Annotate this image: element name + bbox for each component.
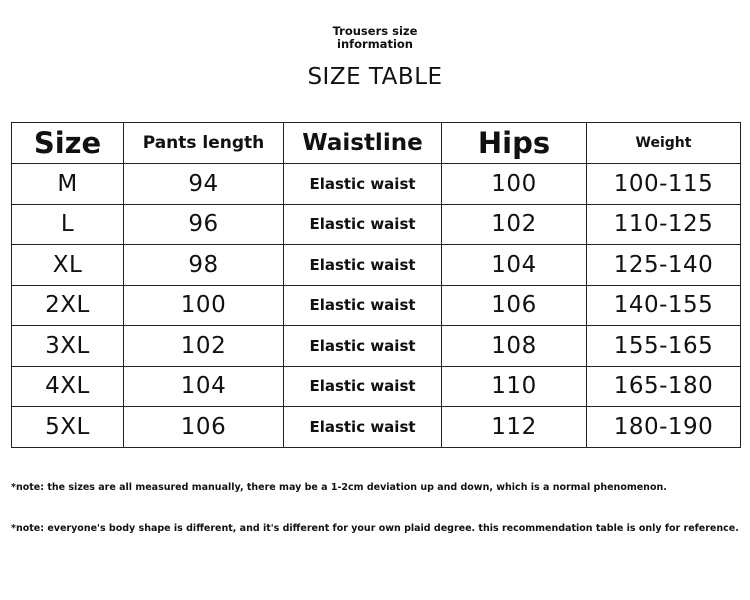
cell-weight: 180-190 bbox=[587, 407, 741, 448]
column-header-size: Size bbox=[12, 123, 124, 164]
cell-waistline: Elastic waist bbox=[284, 245, 442, 286]
table-row bbox=[12, 407, 741, 448]
cell-waistline: Elastic waist bbox=[284, 164, 442, 205]
cell-hips: 108 bbox=[442, 326, 587, 367]
cell-hips: 100 bbox=[442, 164, 587, 205]
table-row bbox=[12, 164, 741, 205]
table-row bbox=[12, 366, 741, 407]
cell-hips: 112 bbox=[442, 407, 587, 448]
page-subtitle bbox=[0, 25, 750, 51]
column-header-pants-length: Pants length bbox=[124, 123, 284, 164]
cell-size: M bbox=[12, 164, 124, 205]
cell-hips: 104 bbox=[442, 245, 587, 286]
column-header-waistline: Waistline bbox=[284, 123, 442, 164]
cell-size: 3XL bbox=[12, 326, 124, 367]
cell-size: 4XL bbox=[12, 366, 124, 407]
cell-pants-length: 94 bbox=[124, 164, 284, 205]
cell-waistline: Elastic waist bbox=[284, 204, 442, 245]
reference-note: *note: everyone's body shape is different, and it's different for your own plaid degree. this recommendation table is only for reference. bbox=[11, 523, 739, 534]
cell-pants-length: 96 bbox=[124, 204, 284, 245]
cell-pants-length: 98 bbox=[124, 245, 284, 286]
cell-weight: 110-125 bbox=[587, 204, 741, 245]
cell-waistline: Elastic waist bbox=[284, 366, 442, 407]
column-header-hips: Hips bbox=[442, 123, 587, 164]
cell-size: 5XL bbox=[12, 407, 124, 448]
subtitle-line-1: Trousers size bbox=[332, 24, 418, 38]
measurement-note: *note: the sizes are all measured manually, there may be a 1-2cm deviation up and down, which is a normal phenomenon. bbox=[11, 482, 667, 493]
subtitle-line-2: information bbox=[337, 37, 413, 51]
table-row bbox=[12, 245, 741, 286]
cell-pants-length: 104 bbox=[124, 366, 284, 407]
cell-weight: 140-155 bbox=[587, 285, 741, 326]
cell-size: 2XL bbox=[12, 285, 124, 326]
size-table bbox=[11, 122, 741, 448]
cell-waistline: Elastic waist bbox=[284, 326, 442, 367]
table-header-row bbox=[12, 123, 741, 164]
cell-size: XL bbox=[12, 245, 124, 286]
cell-waistline: Elastic waist bbox=[284, 407, 442, 448]
cell-hips: 110 bbox=[442, 366, 587, 407]
cell-weight: 125-140 bbox=[587, 245, 741, 286]
cell-hips: 106 bbox=[442, 285, 587, 326]
cell-pants-length: 106 bbox=[124, 407, 284, 448]
cell-weight: 165-180 bbox=[587, 366, 741, 407]
table-row bbox=[12, 204, 741, 245]
cell-pants-length: 100 bbox=[124, 285, 284, 326]
table-row bbox=[12, 285, 741, 326]
column-header-weight: Weight bbox=[587, 123, 741, 164]
cell-weight: 155-165 bbox=[587, 326, 741, 367]
cell-hips: 102 bbox=[442, 204, 587, 245]
cell-size: L bbox=[12, 204, 124, 245]
cell-waistline: Elastic waist bbox=[284, 285, 442, 326]
table-row bbox=[12, 326, 741, 367]
cell-pants-length: 102 bbox=[124, 326, 284, 367]
page-title: SIZE TABLE bbox=[307, 64, 443, 90]
cell-weight: 100-115 bbox=[587, 164, 741, 205]
